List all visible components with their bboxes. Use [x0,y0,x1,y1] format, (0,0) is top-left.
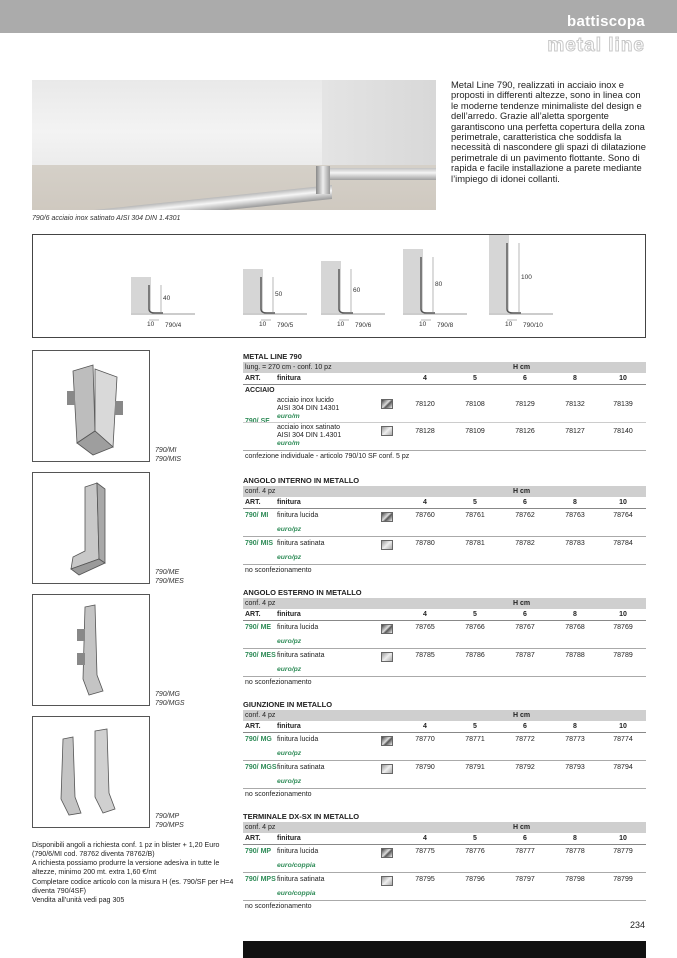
product-photo [32,80,436,210]
conf-row: conf. 4 pz H cm [243,486,646,497]
profile-4 [483,235,573,339]
page-number: 234 [629,920,645,930]
satin-swatch [381,652,393,662]
group-row: ACCIAIO [245,387,275,394]
thumb-angolo-esterno [32,472,150,584]
table-row: 790/ MIS finitura satinata 78780 78781 78782 78783 78784 [243,537,646,553]
profile-code: 790/8 [437,322,454,329]
header-row: ART. finitura 4 5 6 8 10 [243,373,646,385]
profile-code: 790/4 [165,322,182,329]
profile-height: 60 [353,287,361,294]
profile-2 [315,235,405,339]
unit-row: euro/pz [243,749,646,761]
satin-swatch [381,764,393,774]
unit-row: euro/coppia [243,889,646,901]
profile-base: 10 [505,321,513,328]
notes-block [32,841,237,906]
header-row: ART. finitura 4 5 6 8 10 [243,497,646,509]
footer-row: no sconfezionamento [245,903,312,910]
unit-row: euro/pz [243,525,646,537]
table-section-3 [243,811,646,912]
table-row: 790/ MG finitura lucida 78770 78771 78772 78773 78774 [243,733,646,749]
profile-base: 10 [337,321,345,328]
profile-height: 80 [435,281,443,288]
table-row: 790/ ME finitura lucida 78765 78766 78767 78768 78769 [243,621,646,637]
table-row: 790/ MGS finitura satinata 78790 78791 78792 78793 78794 [243,761,646,777]
thumb-terminale [32,716,150,828]
table-row: 790/ MPS finitura satinata 78795 78796 78797 78798 78799 [243,873,646,889]
profile-base: 10 [147,321,155,328]
satin-swatch [381,876,393,886]
thumb-giunzione [32,594,150,706]
satin-swatch [381,426,393,436]
footer-row: no sconfezionamento [245,679,312,686]
profile-code: 790/5 [277,322,294,329]
conf-row: conf. 4 pz H cm [243,598,646,609]
conf-row: lung. = 270 cm - conf. 10 pz H cm [243,362,646,373]
table-row: 790/ MES finitura satinata 78785 78786 78787 78788 78789 [243,649,646,665]
profile-base: 10 [259,321,267,328]
satin-swatch [381,540,393,550]
profile-0 [125,235,215,339]
table-row: acciaio inox lucido AISI 304 DIN 14301 euro/m 78120 78108 78129 78132 78139 [243,396,646,423]
thumb-label-mp: 790/MP 790/MPS [155,813,184,829]
header-row: ART. finitura 4 5 6 8 10 [243,721,646,733]
polished-swatch [381,736,393,746]
table-metal-line [243,351,646,462]
header-row: ART. finitura 4 5 6 8 10 [243,609,646,621]
polished-swatch [381,399,393,409]
polished-swatch [381,512,393,522]
section-title: ANGOLO INTERNO IN METALLO [243,476,360,485]
thumb-label-mi: 790/MI 790/MIS [155,447,182,463]
polished-swatch [381,624,393,634]
table-row: 790/ MP finitura lucida 78775 78776 78777 78778 78779 [243,845,646,861]
thumb-label-mg: 790/MG 790/MGS [155,691,185,707]
footer-row: no sconfezionamento [245,567,312,574]
photo-caption: 790/6 acciaio inox satinato AISI 304 DIN 1.4301 [32,215,181,222]
table-section-2 [243,699,646,800]
profile-height: 100 [521,274,532,281]
unit-row: euro/pz [243,553,646,565]
section-title: METAL LINE 790 [243,352,302,361]
note: Disponibili angoli a richiesta conf. 1 pz in blister + 1,20 Euro (790/6/MI cod. 78762 diventa 78762/B) [32,841,220,858]
unit-row: euro/pz [243,637,646,649]
table-row: acciaio inox satinato AISI 304 DIN 1.4301 euro/m 78128 78109 78126 78127 78140 [277,424,633,447]
table-section-1 [243,587,646,688]
note: A richiesta possiamo produrre la versione adesiva in tutte le altezze, minimo 200 mt. extra 1,60 €/mt [32,859,220,877]
header-row: ART. finitura 4 5 6 8 10 [243,833,646,845]
thumb-label-me: 790/ME 790/MES [155,569,184,585]
note: Completare codice articolo con la misura H (es. 790/SF per H=4 diventa 790/4SF) [32,877,234,895]
product-line-title: metal line [547,35,645,56]
profile-height: 50 [275,291,283,298]
note: Vendita all’unità vedi pag 305 [32,896,125,905]
footer-row: confezione individuale - articolo 790/10 SF conf. 5 pz [245,453,410,460]
section-title: GIUNZIONE IN METALLO [243,700,333,709]
profile-code: 790/10 [523,322,543,329]
profile-3 [397,235,487,339]
category-title: battiscopa [566,13,645,30]
conf-row: conf. 4 pz H cm [243,710,646,721]
table-row: 790/ MI finitura lucida 78760 78761 78762 78763 78764 [243,509,646,525]
profiles-diagram [32,234,646,338]
polished-swatch [381,848,393,858]
profile-code: 790/6 [355,322,372,329]
intro-text: Metal Line 790, realizzati in acciaio inox e proposti in differenti altezze, sono in linea con le moderne tendenze minimaliste del design e dell’arredo. Grazie all’aletta sporgente garantiscono una perfetta copertura della zona perimetrale, caratteristica che soddisfa la necessità di nascondere gli spazi di dilatazione perimetrale di un pavimento flottante. Sono di rapida e facile installazione a parete mediante l’impiego di idonei collanti. [451,79,646,184]
footer-row: no sconfezionamento [245,791,312,798]
profile-base: 10 [419,321,427,328]
unit-row: euro/pz [243,777,646,789]
conf-row: conf. 4 pz H cm [243,822,646,833]
table-section-0 [243,475,646,576]
section-title: TERMINALE DX-SX IN METALLO [243,812,360,821]
profile-1 [237,235,327,339]
metal-line-items: 790/ SF acciaio inox lucido AISI 304 DIN 14301 euro/m 78120 78108 78129 78132 78139 acciaio inox satinato AISI 304 DIN 1.4301 euro/m 78128 78109 78126 78127 78140 [243,396,646,451]
unit-row: euro/coppia [243,861,646,873]
footer-bar [243,941,646,958]
unit-row: euro/pz [243,665,646,677]
thumb-angolo-interno [32,350,150,462]
profile-height: 40 [163,295,171,302]
header-bar [0,0,677,33]
section-title: ANGOLO ESTERNO IN METALLO [243,588,362,597]
